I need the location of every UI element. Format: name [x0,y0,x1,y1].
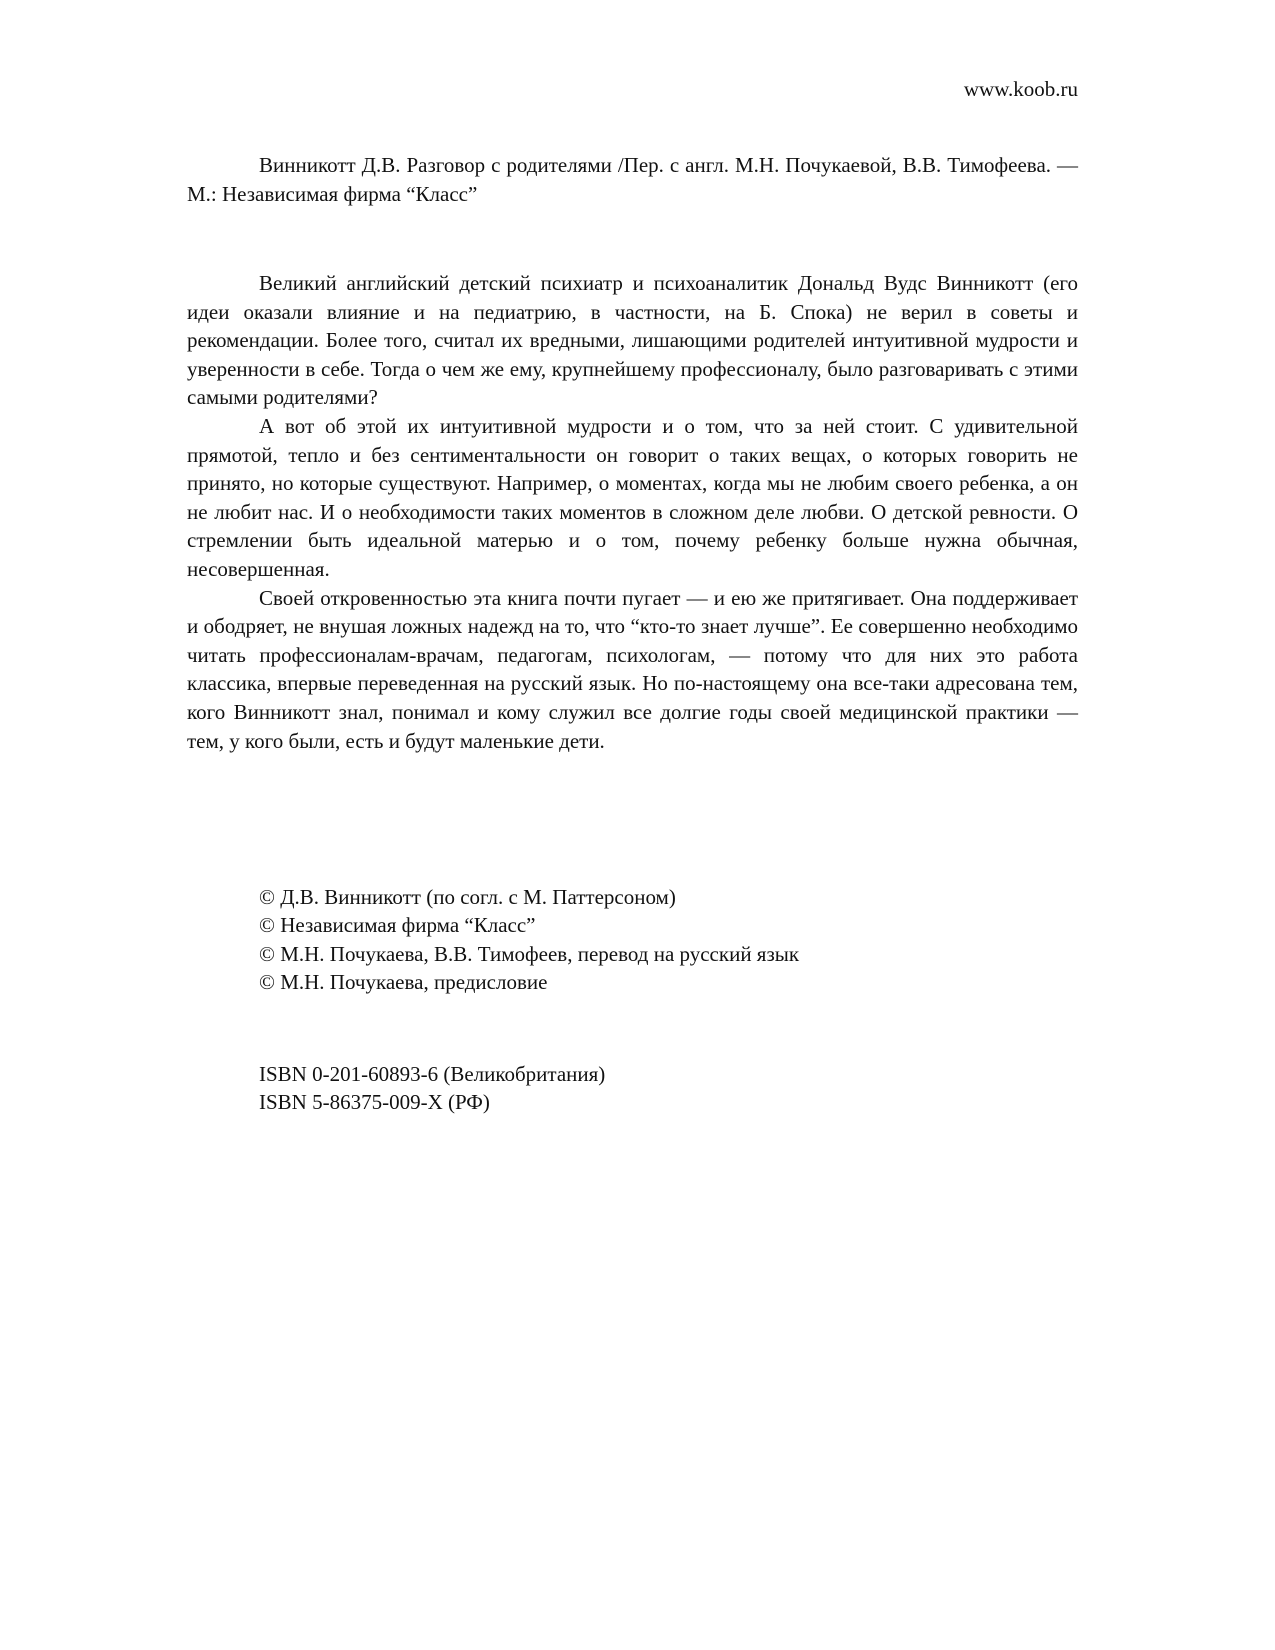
isbn-line: ISBN 5-86375-009-X (РФ) [259,1090,490,1115]
annotation-paragraph: А вот об этой их интуитивной мудрости и о том, что за ней стоит. С удивительной прямотой, тепло и без сентиментальности он говорит о таких вещах, о которых говорить не принято, но которые существуют. Например, о моментах, когда мы не любим своего ребенка, а он не любит нас. И о необходимости таких моментов в сложном деле любви. О детской ревности. О стремлении быть идеальной матерью и о том, почему ребенку больше нужна обычная, несовершенная. [187,413,1078,581]
copyright-line: © М.Н. Почукаева, В.В. Тимофеев, перевод на русский язык [259,941,800,966]
copyright-line: © Д.В. Винникотт (по согл. с М. Паттерсоном) [259,885,676,909]
bibliographic-reference [187,151,1078,208]
header-url: www.koob.ru [963,77,1078,101]
isbn-line: ISBN 0-201-60893-6 (Великобритания) [259,1062,606,1086]
isbn-list [259,1060,605,1117]
copyright-line: © Независимая фирма “Класс” [259,913,536,938]
annotation [187,269,1078,755]
bibliography-text: Винникотт Д.В. Разговор с родителями /Пер. с англ. М.Н. Почукаевой, В.В. Тимофеева. — М.: Независимая фирма “Класс” [187,153,1078,206]
annotation-paragraph: Великий английский детский психиатр и психоаналитик Дональд Вудс Винникотт (его идеи оказали влияние и на педиатрию, в частности, на Б. Спока) не верил в советы и рекомендации. Более того, считал их вредными, лишающими родителей интуитивной мудрости и уверенности в себе. Тогда о чем же ему, крупнейшему профессионалу, было разговаривать с этими самыми родителями? [187,271,1078,410]
copyright-list [259,883,799,997]
annotation-paragraph: Своей откровенностью эта книга почти пугает — и ею же притягивает. Она поддерживает и ободряет, не внушая ложных надежд на то, что “кто-то знает лучше”. Ее совершенно необходимо читать профессионалам-врачам, педагогам, психологам, — потому что для них это работа классика, впервые переведенная на русский язык. Но по-настоящему она все-таки адресована тем, кого Винникотт знал, понимал и кому служил все долгие годы своей медицинской практики — тем, у кого были, есть и будут маленькие дети. [187,585,1078,753]
copyright-line: © М.Н. Почукаева, предисловие [259,970,548,995]
